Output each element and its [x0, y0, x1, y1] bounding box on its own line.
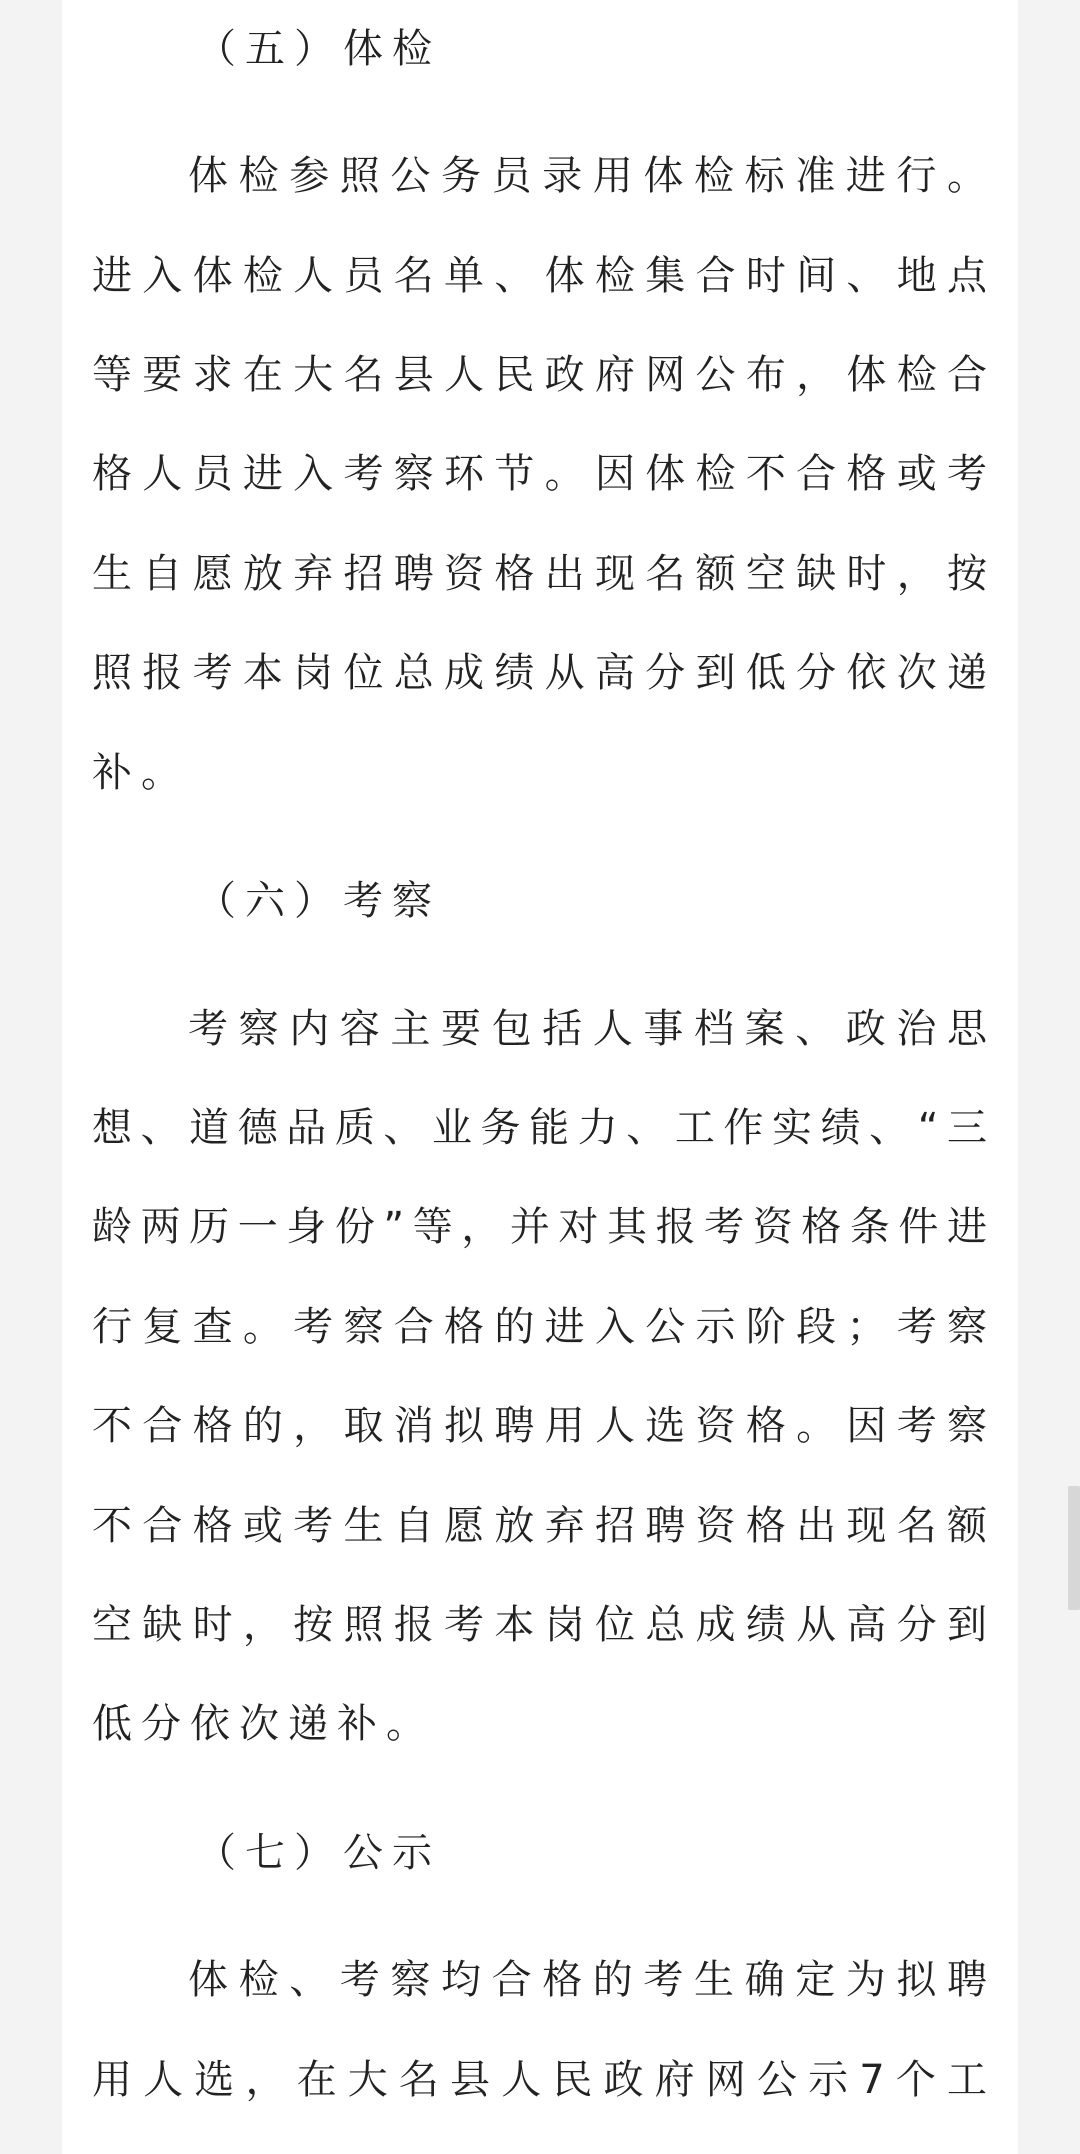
paragraph-line: 空缺时，按照报考本岗位总成绩从高分到 — [92, 1602, 987, 1648]
paragraph-line: 生自愿放弃招聘资格出现名额空缺时，按 — [92, 551, 987, 597]
paragraph-line: 不合格的，取消拟聘用人选资格。因考察 — [92, 1403, 987, 1449]
paragraph-line: 照报考本岗位总成绩从高分到低分依次递 — [92, 650, 987, 696]
paragraph-line: 想、道德品质、业务能力、工作实绩、“三 — [92, 1105, 987, 1151]
scrollbar-thumb[interactable] — [1068, 1486, 1080, 1610]
paragraph-line: 补。 — [92, 750, 190, 796]
paragraph-line: 不合格或考生自愿放弃招聘资格出现名额 — [92, 1503, 987, 1549]
section-heading: （五）体检 — [196, 26, 441, 72]
paragraph-line: 格人员进入考察环节。因体检不合格或考 — [92, 451, 987, 497]
paragraph-line: 考察内容主要包括人事档案、政治思 — [188, 1006, 987, 1052]
paragraph-line: 龄两历一身份”等，并对其报考资格条件进 — [92, 1204, 987, 1250]
section-heading: （七）公示 — [196, 1830, 441, 1876]
paragraph-line: 行复查。考察合格的进入公示阶段；考察 — [92, 1304, 987, 1350]
paragraph-line: 体检参照公务员录用体检标准进行。 — [188, 153, 987, 199]
paragraph-line: 体检、考察均合格的考生确定为拟聘 — [188, 1957, 987, 2003]
paragraph-line: 用人选，在大名县人民政府网公示7个工 — [92, 2057, 987, 2103]
section-heading: （六）考察 — [196, 878, 441, 924]
paragraph-line: 进入体检人员名单、体检集合时间、地点 — [92, 253, 987, 299]
paragraph-line: 等要求在大名县人民政府网公布，体检合 — [92, 352, 987, 398]
paragraph-line: 低分依次递补。 — [92, 1701, 435, 1747]
